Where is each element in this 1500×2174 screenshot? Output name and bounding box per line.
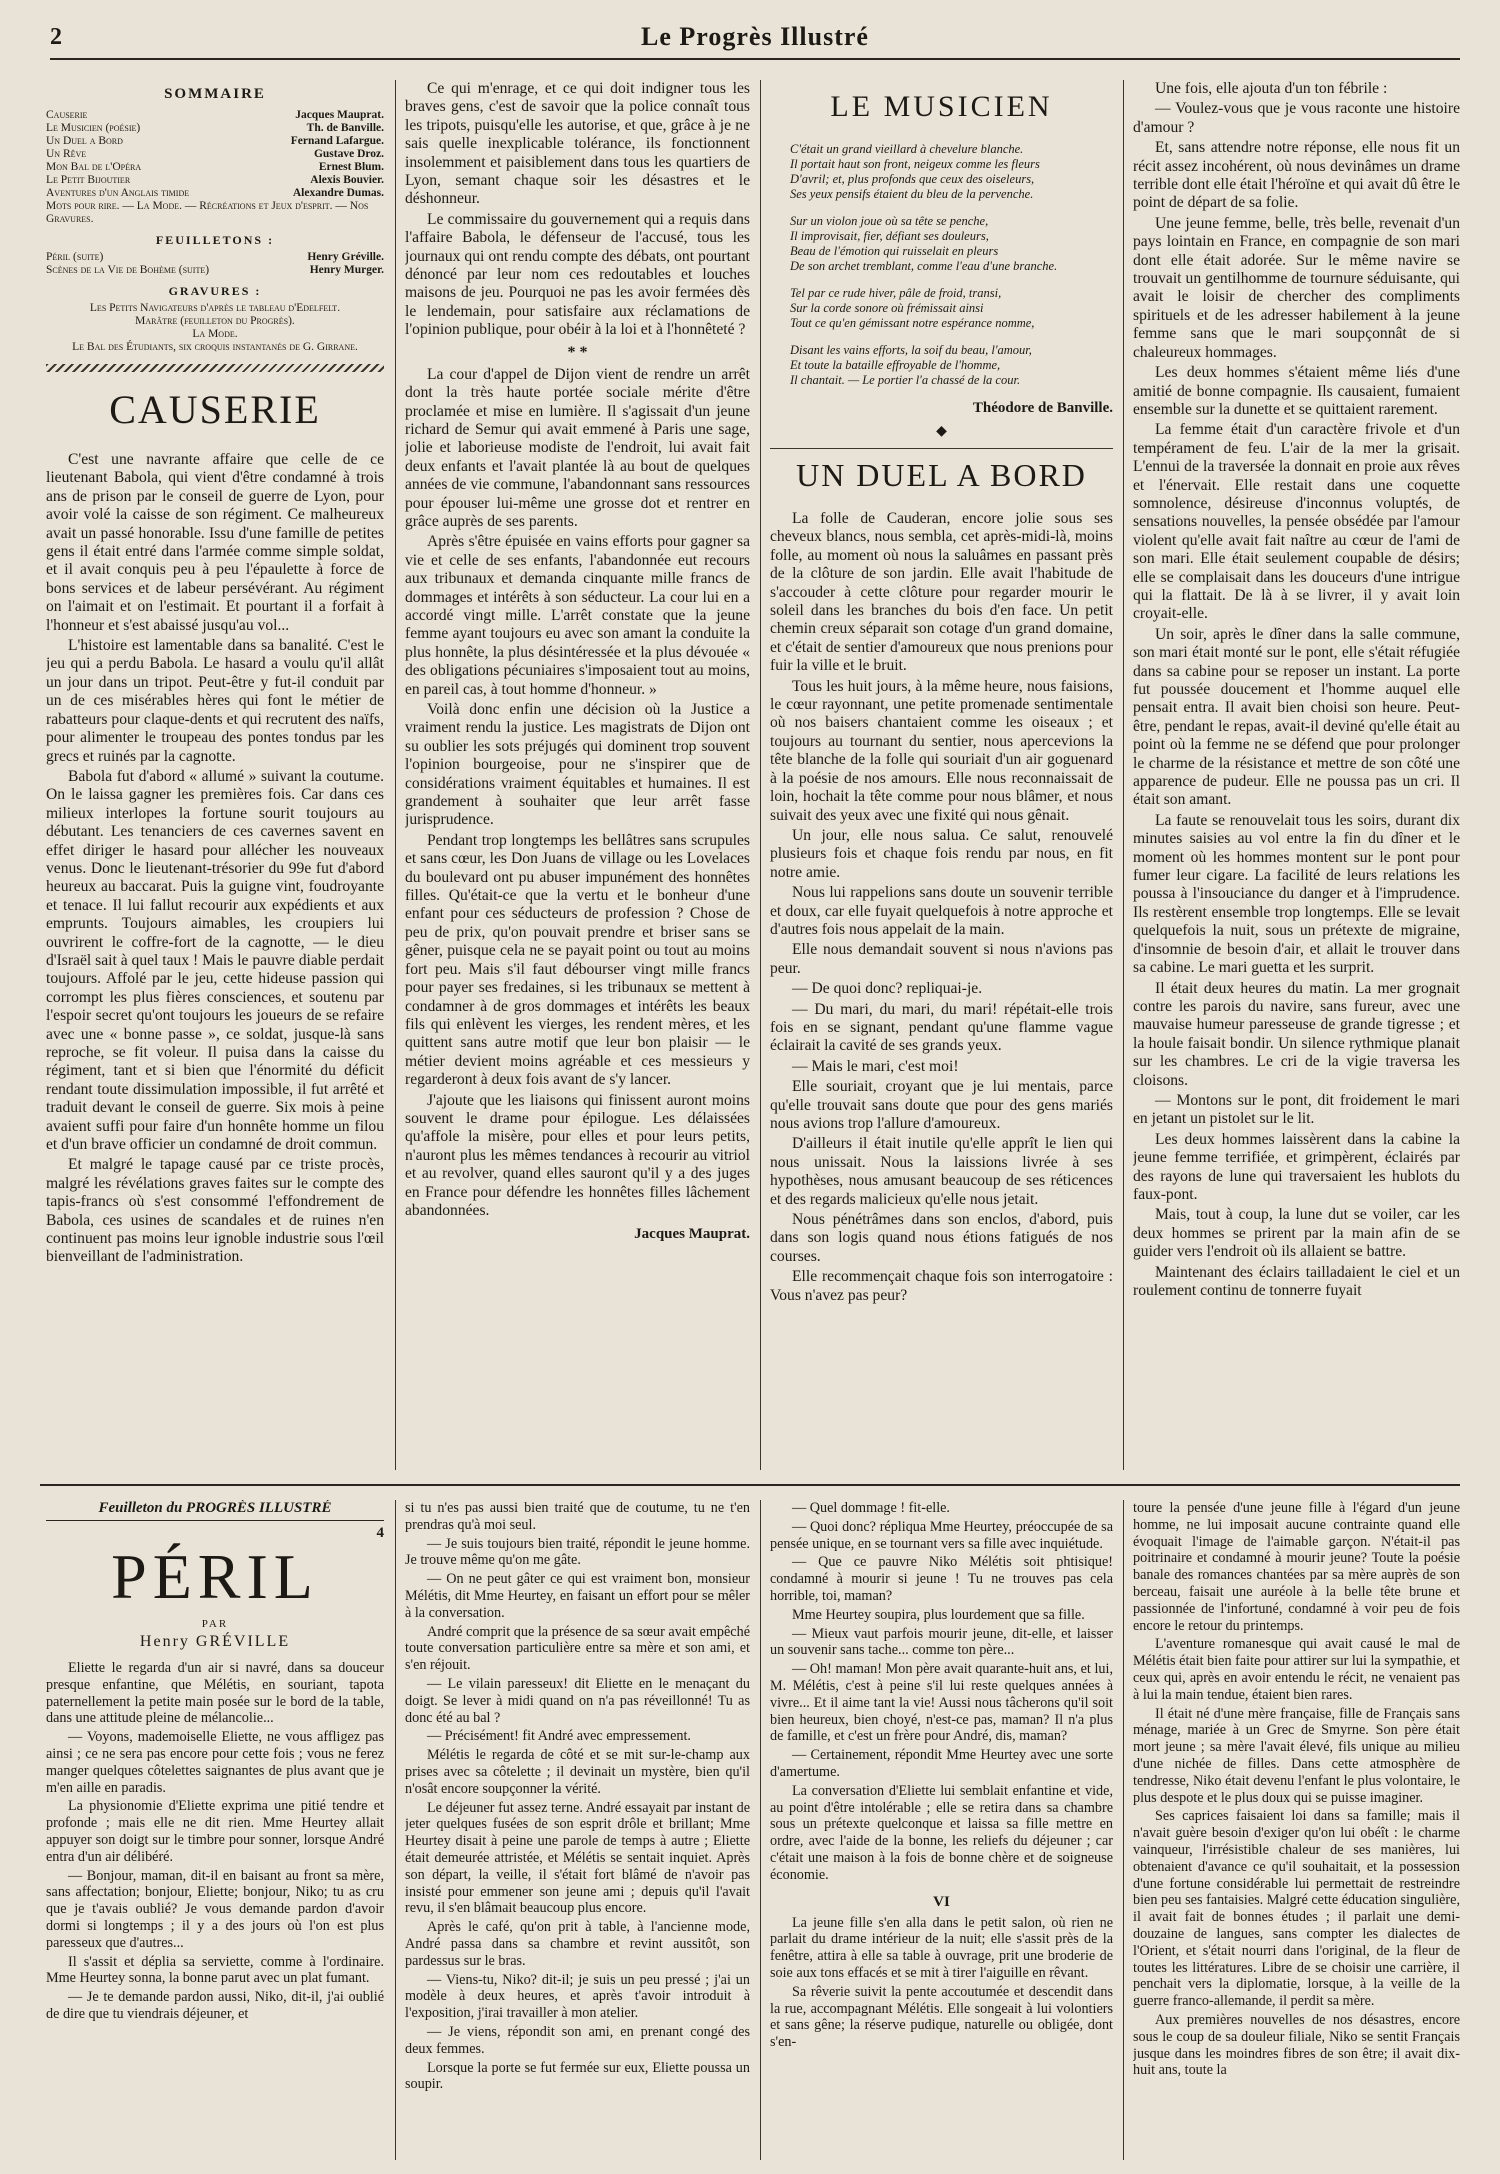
causerie-title: CAUSERIE	[109, 387, 321, 432]
toc-item: Mon Bal de l'Opéra Ernest Blum.	[46, 161, 384, 173]
toc-item: Un Rêve Gustave Droz.	[46, 148, 384, 160]
paragraph: Nous lui rappelions sans doute un souvenir terrible et doux, car elle fuyait quelquefois à notre approche et d'autres fois nous appelait de la main.	[770, 884, 1113, 938]
column-rule	[760, 1500, 761, 2160]
paragraph: Elle nous demandait souvent si nous n'avions pas peur.	[770, 941, 1113, 977]
paragraph: Mme Heurtey soupira, plus lourdement que sa fille.	[792, 1606, 1085, 1623]
sommaire-title: SOMMAIRE	[164, 86, 266, 102]
column-rule	[395, 1500, 396, 2160]
paragraph: — Je viens, répondit son ami, en prenant congé des deux femmes.	[405, 2023, 750, 2057]
paragraph: — Je te demande pardon aussi, Niko, dit-il, j'ai oublié de dire que tu viendrais déjeuner, et	[46, 1989, 384, 2022]
poem-title: LE MUSICIEN	[830, 90, 1053, 123]
paragraph: — Mais le mari, c'est moi!	[792, 1057, 959, 1075]
gravure-item: Marâtre (feuilleton du Progrès).	[135, 315, 295, 327]
paragraph: — Oh! maman! Mon père avait quarante-huit ans, et lui, M. Mélétis, c'est à peine s'il lui reste quelques années à vivre... Et il aime tant la vie! Aussi nous tâcherons qu'il soit bien heureux, bien choyé, n'est-ce pas, maman? Il n'a plus de famille, et c'est un frère pour André, dis, maman?	[770, 1661, 1113, 1745]
paragraph: — Quel dommage ! fit-elle.	[792, 1500, 950, 1516]
paragraph: — Voyons, mademoiselle Eliette, ne vous affligez pas ainsi ; ce ne sera pas encore pour cette fois ; vous ne ferez manger quelques côtelettes saignantes de plus avant que je m'en aille en paradis.	[46, 1729, 384, 1796]
poem-signature: Théodore de Banville.	[972, 400, 1113, 416]
column-2	[405, 80, 750, 1475]
running-header	[50, 18, 1460, 60]
paragraph: Nous pénétrâmes dans son enclos, d'abord, puis dans son logis quand nous étions fatigués de nos courses.	[770, 1211, 1113, 1265]
paragraph: Lorsque la porte se fut fermée sur eux, Eliette poussa un soupir.	[405, 2059, 750, 2093]
paragraph: toure la pensée d'une jeune fille à l'égard d'un jeune homme, ne lui imposait aucune contrainte quand elle évoquait l'image de l'aimable garçon. N'était-il pas poitrinaire et condamné à mourir jeune? Toute la poésie banale des romances chantées par sa mère auprès de son berceau, faisait une auréole à la belle tête brune et passionnée de l'infortuné, condamné à voir peu de fois encore le retour du printemps.	[1133, 1500, 1460, 1634]
feuilleton-column-2	[405, 1500, 750, 2162]
paragraph: — Que ce pauvre Niko Mélétis soit phtisique! condamné à mourir si jeune ! Tu ne trouves pas cela horrible, toi, maman?	[770, 1554, 1113, 1604]
paragraph: La cour d'appel de Dijon vient de rendre un arrêt dont la très haute portée sociale mérite d'être proclamée et mise en lumière. Il s'agissait d'un jeune richard de Semur qui avait emmené à Paris une sage, jolie et laborieuse modiste de l'endroit, lui avait fait deux enfants et l'avait plantée là au bout de quelques années de vie commune, l'abandonnant sans ressources pour épouser lui-même une grosse dot et rentrer en grâce auprès de ses parents.	[405, 365, 750, 530]
paragraph: Sa rêverie suivit la pente accoutumée et descendit dans la rue, accompagnant Mélétis. Elle songeait à lui volontiers et sans gêne; la réserve pudique, naturelle ou obligée, dont s'en-	[770, 1983, 1113, 2051]
feuilleton-header: Feuilleton du PROGRÈS ILLUSTRÉ	[46, 1500, 384, 1521]
paragraph: Ses caprices faisaient loi dans sa famille; mais il n'avait guère besoin d'exiger qu'on lui obéît : le charme vainqueur, l'irrésistible chaleur de ses manières, lui obtenaient d'avance ce qu'il souhaitait, et la possession d'une fortune considérable lui permettait de restreindre bien peu ses fantaisies. Malgré cette éducation singulière, il avait fait de bonnes études ; il parlait une demi-douzaine de langues, sans compter les dialectes de l'Orient, et s'était nourri dans l'original, de la fleur de toutes les littératures. Libre de se choisir une carrière, il penchait vers la diplomatie, lorsque, à la veille de la guerre franco-allemande, il perdit sa mère.	[1133, 1808, 1460, 2010]
byline-author: Henry GRÉVILLE	[139, 1633, 291, 1650]
paragraph: La faute se renouvelait tous les soirs, durant dix minutes saisies au vol entre la fin du dîner et le moment où les hommes montent sur le pont pour fumer leur cigare. La facilité de leurs relations les poussa à l'insouciance du danger et à l'imprudence. Ils restèrent ensemble trop longtemps. Elle se levait quelquefois la nuit, sous un prétexte de migraine, d'insomnie de besoin d'air, et allait le trouver dans sa cabine. Le mari guetta et les surprit.	[1133, 811, 1460, 977]
duel-title: UN DUEL A BORD	[770, 448, 1113, 494]
paragraph: si tu n'es pas aussi bien traité que de coutume, tu ne t'en prendras qu'à moi seul.	[405, 1500, 750, 1533]
column-rule	[1123, 1500, 1124, 2160]
paragraph: Il s'assit et déplia sa serviette, comme à l'ordinaire. Mme Heurtey sonna, la bonne parut avec un plat fumant.	[46, 1953, 384, 1987]
section-separator: * *	[567, 343, 588, 361]
diamond-ornament-icon: ◆	[936, 424, 947, 439]
page-number: 2	[50, 24, 62, 50]
toc-item: Le Musicien (poésie) Th. de Banville.	[46, 122, 384, 134]
paragraph: Le déjeuner fut assez terne. André essayait par instant de jeter quelques fusées de son esprit drôle et brillant; Mme Heurtey disait à peine une parole de temps à autre ; Eliette était demeurée attristée, et Mélétis se sentait inquiet. Après son départ, la veille, il s'était fort blâmé de n'avoir pas insisté pour emmener son jeune ami ; depuis qu'il l'avait revu, il s'en blâmait beaucoup plus encore.	[405, 1799, 750, 1917]
byline-par: PAR	[201, 1618, 229, 1630]
paragraph: — Quoi donc? répliqua Mme Heurtey, préoccupée de sa pensée unique, en se tournant vers sa fille avec inquiétude.	[770, 1518, 1113, 1552]
paragraph: Après s'être épuisée en vains efforts pour gagner sa vie et celle de ses enfants, l'abandonnée eut recours aux tribunaux et demanda cinquante mille francs de dommages et intérêts à son séducteur. La cour lui en a accordé vingt mille. L'arrêt constate que la jeune femme ayant toujours eu avec son amant la conduite la plus honnête, la plus désintéressée et la plus dévouée « des obligations pécuniaires s'imposaient tout au moins, en pareil cas, à tout homme d'honneur. »	[405, 533, 750, 698]
paragraph: Tous les huit jours, à la même heure, nous faisions, le cœur rayonnant, une petite promenade sentimentale où nos baisers chantaient comme les oiseaux ; et toujours au tournant du sentier, nous apercevions la tête blanche de la folle qui souriait d'un air goguenard à la poésie de nos amours. Elle nous reconnaissait de loin, hochait la tête comme pour nous blâmer, et nous suivait des yeux avec une fixité qui nous gênait.	[770, 677, 1113, 824]
paragraph: Et, sans attendre notre réponse, elle nous fit un récit assez incohérent, où nous devinâmes un drame terrible dont elle était l'héroïne et qui avait dû être le point de départ de sa folie.	[1133, 139, 1460, 212]
column-1	[46, 80, 384, 1475]
paragraph: — Précisément! fit André avec empressement.	[427, 1728, 691, 1745]
poem-body	[770, 142, 1113, 388]
paragraph: — Bonjour, maman, dit-il en baisant au front sa mère, sans affectation; bonjour, Eliette; bonjour, Niko; tu as cru que je t'avais oublié? Je vous demande pardon d'avoir dormi si longtemps ; il y a des jours où l'on est plus paresseux que d'autres...	[46, 1867, 384, 1951]
paragraph: Un jour, elle nous salua. Ce salut, renouvelé plusieurs fois et chaque fois rendu par nous, en fit notre amie.	[770, 826, 1113, 881]
masthead: Le Progrès Illustré	[641, 22, 869, 51]
paragraph: Il était deux heures du matin. La mer grognait contre les parois du navire, sans fureur, avec une mauvaise humeur paresseuse de grande tigresse ; et la houle faisait bondir. Un silence rythmique planait sur les chambres. Le cri de la vigie traversa les cloisons.	[1133, 979, 1460, 1089]
paragraph: Pendant trop longtemps les bellâtres sans scrupules et sans cœur, les Don Juans de village ou les Lovelaces du boulevard ont pu abuser impunément des honnêtes filles. Qu'était-ce que la vertu et le bonheur d'une enfant pour ces séducteurs de profession ? Chose de peu de prix, qu'on pouvait prendre et briser sans se gêner, puisque cela ne se payait point ou tout au moins fort peu. Mais s'il faut débourser vingt mille francs pour payer ses fredaines, si les tribunaux se mettent à condamner à de gros dommages et intérêts les beaux fils qui enlèvent les vierges, les rendent mères, et les quittent sans autre motif que leur bon plaisir — le métier devient moins agréable et ces messieurs y regarderont à deux fois avant de s'y lancer.	[405, 831, 750, 1089]
toc-misc: Mots pour rire. — La Mode. — Récréations et Jeux d'esprit. — Nos Gravures.	[46, 200, 369, 225]
paragraph: Maintenant des éclairs tailladaient le ciel et un roulement continu de tonnerre fuyait	[1133, 1263, 1460, 1299]
gravure-item: Les Petits Navigateurs d'après le tableau d'Edelfelt.	[89, 302, 341, 314]
paragraph: La conversation d'Eliette lui semblait enfantine et vide, au point d'être intolérable ; elle se retira dans sa chambre sous un prétexte quelconque et laissa sa fille mettre en ordre, avec l'aide de la bonne, les reliefs du déjeuner ; car c'était une maison à la fois de bonne chère et de soigneuse économie.	[770, 1782, 1113, 1883]
paragraph: Voilà donc enfin une décision où la Justice a vraiment rendu la justice. Les magistrats de Dijon ont su oublier les sots préjugés qui dominent trop souvent l'opinion bourgeoise, pour ne s'inspirer que de considérations vraiment équitables et humaines. Il est grandement à souhaiter que leur arrêt fasse jurisprudence.	[405, 701, 750, 829]
feuilleton-title: PÉRIL	[111, 1541, 319, 1612]
paragraph: Elle souriait, croyant que je lui mentais, parce qu'elle trouvait sans doute que pour des gens mariés nous avions trop l'allure d'amoureux.	[770, 1078, 1113, 1132]
paragraph: — Voulez-vous que je vous raconte une histoire d'amour ?	[1133, 100, 1460, 136]
toc-item: Causerie Jacques Mauprat.	[46, 109, 384, 121]
chapter-number: VI	[933, 1893, 950, 1910]
column-rule	[760, 80, 761, 1470]
paragraph: Après le café, qu'on prit à table, à l'ancienne mode, André passa dans sa chambre et revint aussitôt, son pardessus sur le bras.	[405, 1919, 750, 1969]
toc-item: Aventures d'un Anglais timide Alexandre Dumas.	[46, 187, 384, 199]
gravure-item: La Mode.	[192, 328, 238, 340]
paragraph: La femme était d'un caractère frivole et d'un tempérament de feu. L'air de la mer la grisait. L'ennui de la traversée la donnait en proie aux rêves et l'énervait. Elle restait dans une coquette somnolence, désireuse d'inconnus voluptés, de sensations nouvelles, la pensée obsédée par l'amour violent qu'elle avait fait naître au cœur de l'ami de son mari. Elle était seulement coupable de désirs; elle se complaisait dans les douceurs d'une intrigue qui la flattait. De là à se livrer, il y avait loin croyait-elle.	[1133, 421, 1460, 623]
paragraph: — Viens-tu, Niko? dit-il; je suis un peu pressé ; j'ai un modèle à deux heures, et après t'avoir introduit à l'exposition, j'irai travailler à mon atelier.	[405, 1971, 750, 2022]
feuilleton-divider	[40, 1484, 1460, 1486]
sommaire-list	[46, 109, 384, 354]
paragraph: Une fois, elle ajouta d'un ton fébrile :	[1155, 80, 1388, 97]
paragraph: Un soir, après le dîner dans la salle commune, son mari était monté sur le pont, elle s'était réfugiée dans sa cabine pour se reposer un instant. La porte fut poussée doucement et l'homme auquel elle pensait entra. Il avait bien choisi son heure. Peut-être, pendant le repas, avait-il deviné qu'elle était au point où la femme ne se défend que pour prolonger le charme de la résistance et mettre de son côté une apparence de pudeur. Elle ne poussa pas un cri. Il était son amant.	[1133, 625, 1460, 809]
stanza: C'était un grand vieillard à chevelure blanche. Il portait haut son front, neigeux comme les fleurs D'avril; et, plus profonds que ceux des oiseleurs, Ses yeux pensifs étaient du bleu de la pervenche.	[790, 142, 1040, 201]
feuilletons-head: FEUILLETONS :	[155, 233, 275, 247]
column-rule	[1123, 80, 1124, 1470]
feuilleton-column-1	[46, 1500, 384, 2162]
paragraph: André comprit que la présence de sa sœur avait empêché toute conversation particulière entre sa mère et son ami, et s'en réjouit.	[405, 1623, 750, 1674]
paragraph: Ce qui m'enrage, et ce qui doit indigner tous les braves gens, c'est de savoir que la police connaît tous les tripots, puisqu'elle les autorise, et que, grâce à je ne sais quelle inexplicable tolérance, ils fonctionnent insolemment et paisiblement dans tous les quartiers de Lyon, semant chaque soir les désastres et le déshonneur.	[405, 80, 750, 208]
paragraph: Aux premières nouvelles de nos désastres, encore sous le coup de sa douleur filiale, Niko se sentit Français jusque dans les moindres fibres de son être; il avait dix-huit ans, toute la	[1133, 2011, 1460, 2079]
paragraph: Il était né d'une mère française, fille de Français sans ménage, mariée à un Grec de Smyrne. Son père était mort jeune ; sa mère l'avait élevé, fils unique au milieu d'une nichée de filles. Dans cette atmosphère de tendresse, Niko était devenu l'enfant le plus volontaire, le plus despote et le plus doux qui se puisse imaginer.	[1133, 1705, 1460, 1806]
ornamental-rule	[46, 364, 384, 372]
paragraph: Elle recommençait chaque fois son interrogatoire : Vous n'avez pas peur?	[770, 1268, 1113, 1304]
paragraph: La jeune fille s'en alla dans le petit salon, où rien ne parlait du drame intérieur de la nuit; elle s'assit près de la fenêtre, attira à elle sa table à ouvrage, prit une broderie de soie aux tons effacés et se mit à tirer l'aiguille en rêvant.	[770, 1914, 1113, 1981]
paragraph: — Certainement, répondit Mme Heurtey avec une sorte d'amertume.	[770, 1747, 1113, 1780]
stanza: Tel par ce rude hiver, pâle de froid, transi, Sur la corde sonore où frémissait ainsi Tout ce qu'en gémissant notre espérance nomme,	[790, 286, 1035, 330]
installment-number: 4	[376, 1525, 384, 1541]
paragraph: Eliette le regarda d'un air si navré, dans sa douceur presque enfantine, que Mélétis, en souriant, tapota paternellement la petite main posée sur le bord de la table, dans une attitude pleine de mélancolie...	[46, 1660, 384, 1727]
paragraph: Une jeune femme, belle, très belle, revenait d'un pays lointain en France, en compagnie de son mari dont elle était adorée. Sur le même navire se trouvait un gentilhomme de tournure séduisante, qui avait le loisir de chercher des compliments spirituels et de les adresser habilement à la jeune femme sans que le mari soupçonnât de si chaleureux hommages.	[1133, 214, 1460, 361]
gravures-head: GRAVURES :	[168, 284, 262, 298]
feuilleton-column-3	[770, 1500, 1113, 2162]
paragraph: Et malgré le tapage causé par ce triste procès, malgré les révélations graves faites sur le compte des tapis-francs où s'est consommé l'effondrement de Babola, ces usines de scandales et de ruines n'en continuent pas moins leur ignoble industrie sous l'œil bienveillant de l'administration.	[46, 1156, 384, 1266]
paragraph: D'ailleurs il était inutile qu'elle apprît le lien qui nous unissait. Nous la laissions livrée à ses hypothèses, nous amusant beaucoup de ses réticences et des regards malicieux qu'elle nous jetait.	[770, 1135, 1113, 1208]
toc-item: Scènes de la Vie de Bohème (suite) Henry Murger.	[46, 264, 384, 276]
causerie-signature: Jacques Mauprat.	[634, 1226, 750, 1243]
column-rule	[395, 80, 396, 1470]
toc-item: Un Duel a Bord Fernand Lafargue.	[46, 135, 384, 147]
paragraph: L'histoire est lamentable dans sa banalité. C'est le jeu qui a perdu Babola. Le hasard a voulu qu'il allât un jour dans un tripot. Peut-être y fut-il conduit par un de ces misérables hères qui font le métier de rabatteurs pour claque-dents et qui recrutent des naïfs, pour alimenter le troupeau des pontes tondus par les grecs et ruinés par la cagnotte.	[46, 637, 384, 765]
column-4	[1133, 80, 1460, 1475]
paragraph: C'est une navrante affaire que celle de ce lieutenant Babola, qui vient d'être condamné à trois ans de prison par le conseil de guerre de Lyon, pour avoir volé la caisse de son régiment. Ce malheureux avait un passé honorable. Issu d'une famille de petites gens il était entré dans l'armée comme simple soldat, et il avait conquis peu à peu l'épaulette à force de bons services et de labeur persévérant. Au régiment on l'aimait et on l'estimait. Et pourtant il a forfait à l'honneur et s'est abaissé jusqu'au vol...	[46, 451, 384, 634]
toc-item: Péril (suite) Henry Gréville.	[46, 251, 384, 263]
feuilleton-column-4	[1133, 1500, 1460, 2162]
paragraph: Babola fut d'abord « allumé » suivant la coutume. On le laissa gagner les premières fois. Car dans ces milieux interlopes la fortune sourit toujours au débutant. Les tenanciers de ces cavernes savent en effet diriger le hasard pour allécher les nouveaux venus. Donc le lieutenant-trésorier du 99e fut d'abord heureux au baccarat. Puis la guigne vint, foudroyante et tenace. Il lui fallut recourir aux expédients et aux emprunts. Toujours aimables, les croupiers lui ouvrirent le coffre-fort de la cagnotte, — le dieu d'Israël sait à quel taux ! Mais le pauvre diable perdait toujours. Affolé par le jeu, cette hideuse passion qui corrompt les plus fières consciences, et soutenu par l'espoir secret qu'ont toujours les joueurs de se refaire avec une « bonne passe », ce soldat, jusque-là sans reproche, se fit voleur. Il puisa dans la caisse du régiment, tant et si bien que l'énormité du déficit rendant toute dissimulation impossible, il fut arrêté et traduit devant le conseil de guerre. Six mois à peine avaient suffi pour faire d'un honnête homme un filou et d'un brave officier un condamné de droit commun.	[46, 767, 384, 1154]
stanza: Sur un violon joue où sa tête se penche, Il improvisait, fier, défiant ses douleurs, Beau de l'émotion qui ruisselait en pleurs De son archet tremblant, comme l'eau d'une branche.	[790, 214, 1058, 273]
paragraph: L'aventure romanesque qui avait causé le mal de Mélétis était bien faite pour attirer sur lui la sympathie, et ceux qui, après en avoir entendu le récit, ne venaient pas à lui la main tendue, étaient bien rares.	[1133, 1636, 1460, 1703]
paragraph: Le commissaire du gouvernement qui a requis dans l'affaire Babola, le défenseur de l'accusé, tous les journaux qui ont rendu compte des débats, ont pourtant dénoncé par leur nom ces redoutables et louches maisons de jeu. Pourquoi ne pas les avoir fermées dès le lendemain, pour satisfaire aux réclamations de l'opinion publique, pour obéir à la loi et à l'honnêteté ?	[405, 210, 750, 339]
gravure-item: Le Bal des Étudiants, six croquis instantanés de G. Girrane.	[72, 341, 358, 353]
paragraph: — On ne peut gâter ce qui est vraiment bon, monsieur Mélétis, dit Mme Heurtey, en faisant un effort pour se mêler à la conversation.	[405, 1571, 750, 1621]
paragraph: La physionomie d'Eliette exprima une pitié tendre et profonde ; mais elle ne dit rien. Mme Heurtey allait appuyer son doigt sur le timbre pour sonner, lorsque André entra d'un air délibéré.	[46, 1798, 384, 1865]
paragraph: Les deux hommes laissèrent dans la cabine la jeune femme terrifiée, et grimpèrent, éclairés par des rayons de lune qui traversaient les hublots du faux-pont.	[1133, 1130, 1460, 1203]
paragraph: J'ajoute que les liaisons qui finissent auront moins souvent le drame pour épilogue. Les délaissées qu'affole la misère, pour elles et pour leurs petits, n'auront plus les mêmes tendances à recourir au vitriol et au revolver, quand elles sauront qu'il y a des juges en France pour défendre les honnêtes filles lâchement abandonnées.	[405, 1091, 750, 1219]
toc-item: Le Petit Bijoutier Alexis Bouvier.	[46, 174, 384, 186]
column-3	[770, 80, 1113, 1475]
paragraph: La folle de Cauderan, encore jolie sous ses cheveux blancs, nous sembla, cet après-midi-là, moins folle, au moment où nous la saluâmes en passant près de la clôture de son jardin. Elle avait l'habitude de s'accouder à cette clôture pour regarder mourir le soleil dans les branches du bois d'en face. Un petit chemin creux séparait son cotage d'un grand domaine, et c'était de sentier d'amoureux que nous prenions pour fuir la ville et le bruit.	[770, 510, 1113, 675]
paragraph: Mais, tout à coup, la lune dut se voiler, car les deux hommes se prirent par la main afin de se guider vers l'endroit où ils allaient se battre.	[1133, 1206, 1460, 1261]
paragraph: Les deux hommes s'étaient même liés d'une amitié de bonne compagnie. Ils causaient, fumaient ensemble sur la dunette et se quittaient rarement.	[1133, 364, 1460, 418]
paragraph: — Je suis toujours bien traité, répondit le jeune homme. Je trouve même qu'on me gâte.	[405, 1535, 750, 1569]
paragraph: — Montons sur le pont, dit froidement le mari en jetant un pistolet sur le lit.	[1133, 1091, 1460, 1128]
paragraph: — Le vilain paresseux! dit Eliette en le menaçant du doigt. Se lever à midi quand on n'a pas réveillonné! Tu as donc été au bal ?	[405, 1675, 750, 1726]
paragraph: — Mieux vaut parfois mourir jeune, dit-elle, et laisser un souvenir sans tache... comme ton père...	[770, 1625, 1113, 1659]
paragraph: — De quoi donc? repliquai-je.	[792, 980, 983, 998]
stanza: Disant les vains efforts, la soif du beau, l'amour, Et toute la bataille effroyable de l'homme, Il chantait. — Le portier l'a chassé de la cour.	[790, 343, 1032, 387]
paragraph: — Du mari, du mari, du mari! répétait-elle trois fois en se signant, pendant qu'une flamme vague éclairait la cavité de ses grands yeux.	[770, 1000, 1113, 1055]
paragraph: Mélétis le regarda de côté et se mit sur-le-champ aux prises avec sa côtelette ; il devinait un mystère, bien qu'il n'osât encore soupçonner la vérité.	[405, 1747, 750, 1797]
